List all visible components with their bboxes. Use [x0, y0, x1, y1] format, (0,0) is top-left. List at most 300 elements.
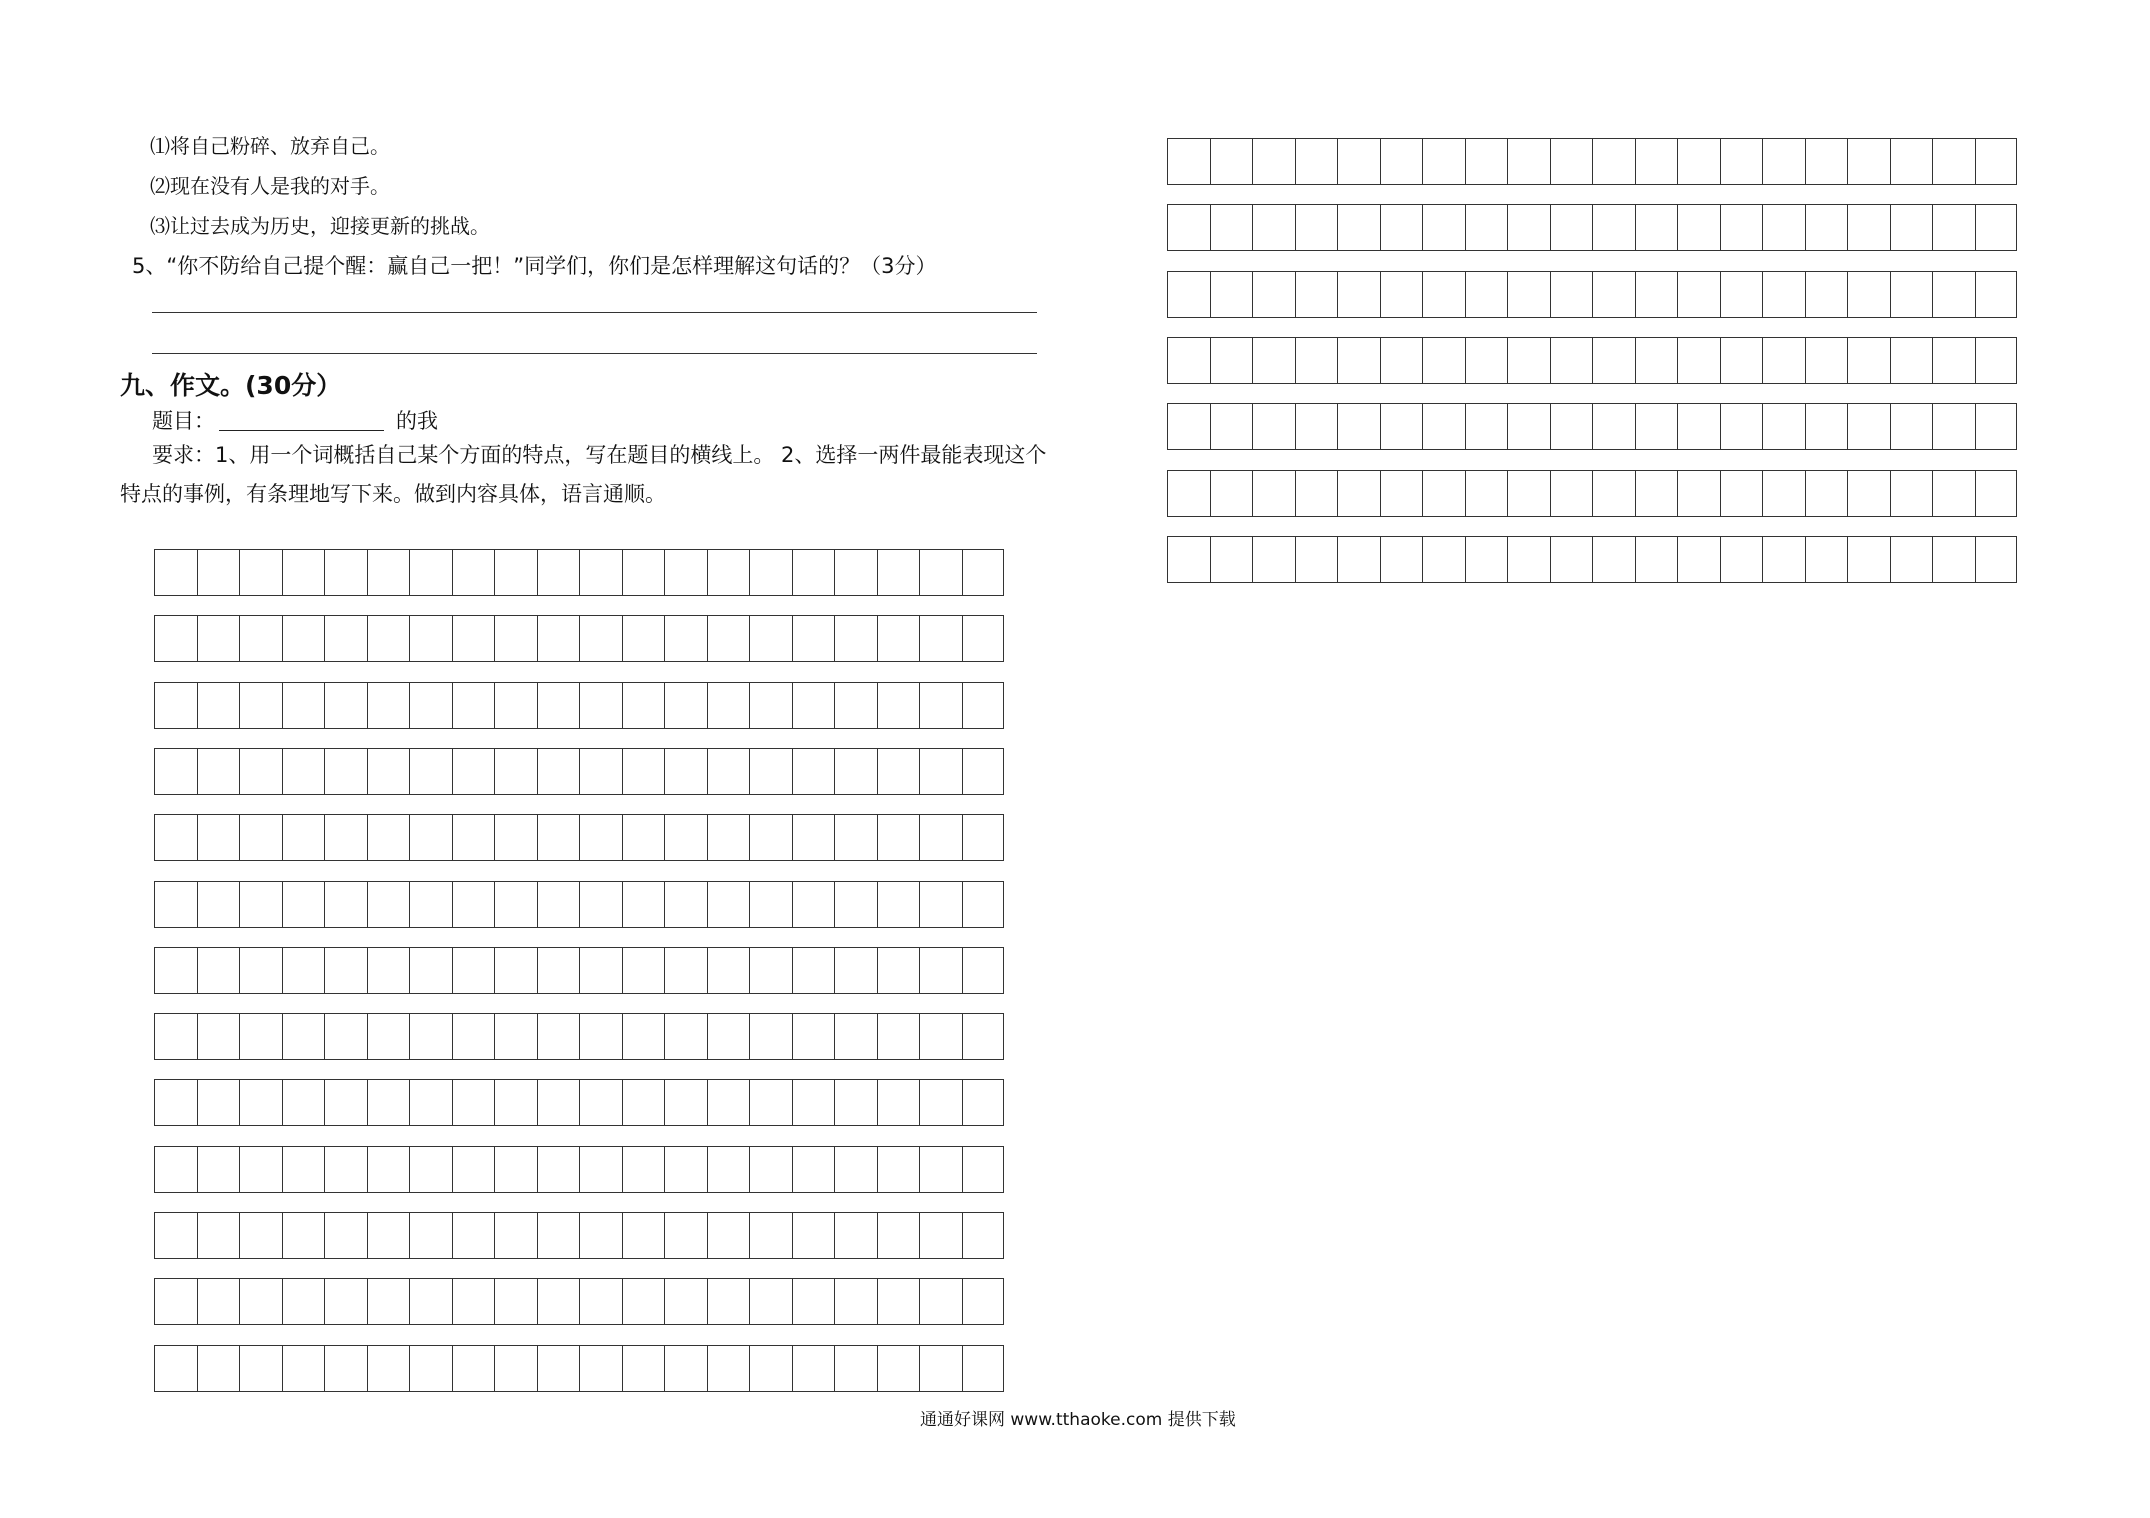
grid-cell[interactable]: [1507, 536, 1550, 583]
grid-cell[interactable]: [494, 615, 537, 662]
grid-cell[interactable]: [622, 1013, 665, 1060]
grid-cell[interactable]: [1422, 536, 1465, 583]
grid-cell[interactable]: [1762, 138, 1805, 185]
grid-cell[interactable]: [919, 1212, 962, 1259]
grid-cell[interactable]: [367, 748, 410, 795]
grid-cell[interactable]: [1422, 204, 1465, 251]
grid-cell[interactable]: [877, 1212, 920, 1259]
grid-cell[interactable]: [1167, 271, 1210, 318]
grid-cell[interactable]: [962, 1278, 1005, 1325]
grid-cell[interactable]: [324, 1212, 367, 1259]
grid-cell[interactable]: [622, 1146, 665, 1193]
grid-cell[interactable]: [367, 549, 410, 596]
grid-cell[interactable]: [962, 1345, 1005, 1392]
grid-cell[interactable]: [1167, 536, 1210, 583]
grid-cell[interactable]: [494, 549, 537, 596]
grid-cell[interactable]: [792, 1079, 835, 1126]
grid-cell[interactable]: [1592, 337, 1635, 384]
grid-cell[interactable]: [877, 881, 920, 928]
grid-cell[interactable]: [1380, 337, 1423, 384]
grid-cell[interactable]: [452, 1079, 495, 1126]
grid-cell[interactable]: [409, 881, 452, 928]
grid-cell[interactable]: [452, 947, 495, 994]
grid-cell[interactable]: [1422, 403, 1465, 450]
grid-cell[interactable]: [579, 682, 622, 729]
grid-cell[interactable]: [1847, 470, 1890, 517]
grid-cell[interactable]: [282, 881, 325, 928]
grid-cell[interactable]: [1720, 204, 1763, 251]
grid-cell[interactable]: [197, 814, 240, 861]
grid-cell[interactable]: [282, 814, 325, 861]
grid-cell[interactable]: [537, 1345, 580, 1392]
grid-cell[interactable]: [1975, 470, 2018, 517]
grid-cell[interactable]: [664, 947, 707, 994]
grid-cell[interactable]: [1337, 138, 1380, 185]
grid-cell[interactable]: [1295, 204, 1338, 251]
grid-cell[interactable]: [962, 748, 1005, 795]
grid-cell[interactable]: [919, 814, 962, 861]
grid-cell[interactable]: [367, 947, 410, 994]
answer-line-2[interactable]: [152, 353, 1037, 354]
grid-cell[interactable]: [239, 1013, 282, 1060]
grid-cell[interactable]: [452, 1278, 495, 1325]
grid-cell[interactable]: [749, 1146, 792, 1193]
grid-cell[interactable]: [877, 549, 920, 596]
grid-cell[interactable]: [1890, 470, 1933, 517]
grid-cell[interactable]: [664, 1212, 707, 1259]
grid-cell[interactable]: [919, 947, 962, 994]
grid-cell[interactable]: [1465, 536, 1508, 583]
grid-cell[interactable]: [494, 881, 537, 928]
grid-cell[interactable]: [324, 1013, 367, 1060]
grid-cell[interactable]: [239, 748, 282, 795]
grid-cell[interactable]: [1337, 536, 1380, 583]
grid-cell[interactable]: [1635, 536, 1678, 583]
grid-cell[interactable]: [1252, 204, 1295, 251]
grid-cell[interactable]: [877, 1079, 920, 1126]
grid-cell[interactable]: [622, 1345, 665, 1392]
grid-cell[interactable]: [1805, 204, 1848, 251]
grid-cell[interactable]: [537, 1013, 580, 1060]
grid-cell[interactable]: [409, 615, 452, 662]
grid-cell[interactable]: [622, 549, 665, 596]
grid-cell[interactable]: [919, 615, 962, 662]
grid-cell[interactable]: [749, 947, 792, 994]
grid-cell[interactable]: [1380, 204, 1423, 251]
grid-cell[interactable]: [579, 1013, 622, 1060]
grid-cell[interactable]: [1167, 204, 1210, 251]
grid-cell[interactable]: [1380, 536, 1423, 583]
grid-cell[interactable]: [877, 1146, 920, 1193]
grid-cell[interactable]: [1252, 470, 1295, 517]
grid-cell[interactable]: [239, 814, 282, 861]
grid-cell[interactable]: [707, 1079, 750, 1126]
grid-cell[interactable]: [1592, 536, 1635, 583]
grid-cell[interactable]: [409, 814, 452, 861]
grid-cell[interactable]: [537, 615, 580, 662]
grid-cell[interactable]: [707, 1212, 750, 1259]
grid-cell[interactable]: [494, 1079, 537, 1126]
grid-cell[interactable]: [1762, 536, 1805, 583]
grid-cell[interactable]: [154, 881, 197, 928]
grid-cell[interactable]: [877, 1345, 920, 1392]
answer-line-1[interactable]: [152, 312, 1037, 313]
grid-cell[interactable]: [409, 1079, 452, 1126]
grid-cell[interactable]: [282, 947, 325, 994]
grid-cell[interactable]: [1847, 204, 1890, 251]
grid-cell[interactable]: [1210, 271, 1253, 318]
grid-cell[interactable]: [1337, 337, 1380, 384]
grid-cell[interactable]: [1762, 271, 1805, 318]
grid-cell[interactable]: [1210, 204, 1253, 251]
grid-cell[interactable]: [1932, 536, 1975, 583]
grid-cell[interactable]: [834, 615, 877, 662]
grid-cell[interactable]: [1847, 138, 1890, 185]
grid-cell[interactable]: [537, 947, 580, 994]
grid-cell[interactable]: [1507, 138, 1550, 185]
grid-cell[interactable]: [537, 881, 580, 928]
grid-cell[interactable]: [409, 947, 452, 994]
grid-cell[interactable]: [1720, 271, 1763, 318]
grid-cell[interactable]: [537, 1146, 580, 1193]
grid-cell[interactable]: [877, 748, 920, 795]
grid-cell[interactable]: [409, 549, 452, 596]
grid-cell[interactable]: [1380, 470, 1423, 517]
grid-cell[interactable]: [622, 682, 665, 729]
grid-cell[interactable]: [1380, 271, 1423, 318]
grid-cell[interactable]: [494, 1212, 537, 1259]
grid-cell[interactable]: [452, 1212, 495, 1259]
grid-cell[interactable]: [622, 615, 665, 662]
grid-cell[interactable]: [792, 881, 835, 928]
grid-cell[interactable]: [197, 748, 240, 795]
grid-cell[interactable]: [1167, 470, 1210, 517]
grid-cell[interactable]: [1592, 271, 1635, 318]
grid-cell[interactable]: [1720, 138, 1763, 185]
grid-cell[interactable]: [494, 947, 537, 994]
grid-cell[interactable]: [962, 1146, 1005, 1193]
grid-cell[interactable]: [834, 748, 877, 795]
grid-cell[interactable]: [792, 1146, 835, 1193]
grid-cell[interactable]: [324, 814, 367, 861]
grid-cell[interactable]: [579, 748, 622, 795]
topic-blank[interactable]: [219, 408, 384, 431]
grid-cell[interactable]: [792, 814, 835, 861]
grid-cell[interactable]: [1975, 204, 2018, 251]
grid-cell[interactable]: [1380, 403, 1423, 450]
grid-cell[interactable]: [962, 881, 1005, 928]
grid-cell[interactable]: [877, 682, 920, 729]
grid-cell[interactable]: [1720, 536, 1763, 583]
grid-cell[interactable]: [494, 814, 537, 861]
grid-cell[interactable]: [197, 549, 240, 596]
grid-cell[interactable]: [622, 881, 665, 928]
grid-cell[interactable]: [1847, 536, 1890, 583]
grid-cell[interactable]: [834, 1146, 877, 1193]
grid-cell[interactable]: [962, 549, 1005, 596]
grid-cell[interactable]: [1465, 138, 1508, 185]
grid-cell[interactable]: [154, 814, 197, 861]
grid-cell[interactable]: [1167, 337, 1210, 384]
grid-cell[interactable]: [1550, 204, 1593, 251]
grid-cell[interactable]: [197, 682, 240, 729]
grid-cell[interactable]: [324, 682, 367, 729]
grid-cell[interactable]: [282, 682, 325, 729]
grid-cell[interactable]: [1210, 536, 1253, 583]
grid-cell[interactable]: [367, 1212, 410, 1259]
grid-cell[interactable]: [707, 748, 750, 795]
grid-cell[interactable]: [494, 1013, 537, 1060]
grid-cell[interactable]: [919, 1278, 962, 1325]
grid-cell[interactable]: [154, 748, 197, 795]
grid-cell[interactable]: [324, 549, 367, 596]
grid-cell[interactable]: [239, 1146, 282, 1193]
grid-cell[interactable]: [834, 1345, 877, 1392]
grid-cell[interactable]: [579, 1278, 622, 1325]
grid-cell[interactable]: [494, 748, 537, 795]
grid-cell[interactable]: [1380, 138, 1423, 185]
grid-cell[interactable]: [1677, 138, 1720, 185]
grid-cell[interactable]: [749, 1345, 792, 1392]
grid-cell[interactable]: [1635, 204, 1678, 251]
grid-cell[interactable]: [1337, 271, 1380, 318]
grid-cell[interactable]: [1465, 271, 1508, 318]
grid-cell[interactable]: [1932, 470, 1975, 517]
grid-cell[interactable]: [1295, 337, 1338, 384]
grid-cell[interactable]: [239, 682, 282, 729]
grid-cell[interactable]: [1507, 470, 1550, 517]
grid-cell[interactable]: [919, 881, 962, 928]
grid-cell[interactable]: [1720, 337, 1763, 384]
grid-cell[interactable]: [707, 1345, 750, 1392]
grid-cell[interactable]: [792, 1345, 835, 1392]
grid-cell[interactable]: [919, 1013, 962, 1060]
grid-cell[interactable]: [1635, 271, 1678, 318]
grid-cell[interactable]: [154, 1079, 197, 1126]
grid-cell[interactable]: [1507, 337, 1550, 384]
grid-cell[interactable]: [239, 549, 282, 596]
grid-cell[interactable]: [367, 682, 410, 729]
grid-cell[interactable]: [877, 1013, 920, 1060]
grid-cell[interactable]: [579, 1079, 622, 1126]
grid-cell[interactable]: [1592, 204, 1635, 251]
grid-cell[interactable]: [537, 1278, 580, 1325]
grid-cell[interactable]: [834, 1013, 877, 1060]
grid-cell[interactable]: [1975, 536, 2018, 583]
grid-cell[interactable]: [1295, 470, 1338, 517]
grid-cell[interactable]: [1550, 470, 1593, 517]
grid-cell[interactable]: [239, 881, 282, 928]
grid-cell[interactable]: [154, 1013, 197, 1060]
grid-cell[interactable]: [367, 1345, 410, 1392]
grid-cell[interactable]: [792, 1212, 835, 1259]
grid-cell[interactable]: [1720, 403, 1763, 450]
grid-cell[interactable]: [1847, 337, 1890, 384]
grid-cell[interactable]: [749, 814, 792, 861]
grid-cell[interactable]: [1252, 536, 1295, 583]
grid-cell[interactable]: [962, 814, 1005, 861]
grid-cell[interactable]: [154, 1278, 197, 1325]
grid-cell[interactable]: [622, 1212, 665, 1259]
grid-cell[interactable]: [367, 1146, 410, 1193]
grid-cell[interactable]: [792, 1278, 835, 1325]
grid-cell[interactable]: [1550, 337, 1593, 384]
grid-cell[interactable]: [1295, 271, 1338, 318]
grid-cell[interactable]: [1805, 337, 1848, 384]
grid-cell[interactable]: [197, 1079, 240, 1126]
grid-cell[interactable]: [622, 748, 665, 795]
grid-cell[interactable]: [537, 682, 580, 729]
grid-cell[interactable]: [664, 615, 707, 662]
grid-cell[interactable]: [1550, 536, 1593, 583]
grid-cell[interactable]: [154, 1212, 197, 1259]
grid-cell[interactable]: [834, 549, 877, 596]
grid-cell[interactable]: [1677, 337, 1720, 384]
grid-cell[interactable]: [154, 549, 197, 596]
grid-cell[interactable]: [664, 814, 707, 861]
grid-cell[interactable]: [707, 881, 750, 928]
grid-cell[interactable]: [622, 1278, 665, 1325]
grid-cell[interactable]: [834, 1212, 877, 1259]
grid-cell[interactable]: [154, 615, 197, 662]
grid-cell[interactable]: [749, 1013, 792, 1060]
grid-cell[interactable]: [1465, 470, 1508, 517]
grid-cell[interactable]: [1592, 138, 1635, 185]
grid-cell[interactable]: [1762, 403, 1805, 450]
grid-cell[interactable]: [324, 1146, 367, 1193]
grid-cell[interactable]: [239, 947, 282, 994]
grid-cell[interactable]: [962, 615, 1005, 662]
grid-cell[interactable]: [494, 682, 537, 729]
grid-cell[interactable]: [452, 748, 495, 795]
grid-cell[interactable]: [282, 1079, 325, 1126]
grid-cell[interactable]: [282, 748, 325, 795]
grid-cell[interactable]: [1210, 470, 1253, 517]
grid-cell[interactable]: [749, 1278, 792, 1325]
grid-cell[interactable]: [749, 1079, 792, 1126]
grid-cell[interactable]: [707, 1146, 750, 1193]
grid-cell[interactable]: [707, 814, 750, 861]
grid-cell[interactable]: [367, 615, 410, 662]
grid-cell[interactable]: [537, 1079, 580, 1126]
grid-cell[interactable]: [239, 1212, 282, 1259]
grid-cell[interactable]: [707, 615, 750, 662]
grid-cell[interactable]: [1890, 204, 1933, 251]
grid-cell[interactable]: [239, 1278, 282, 1325]
grid-cell[interactable]: [707, 549, 750, 596]
grid-cell[interactable]: [367, 1278, 410, 1325]
grid-cell[interactable]: [792, 682, 835, 729]
grid-cell[interactable]: [877, 947, 920, 994]
grid-cell[interactable]: [1677, 470, 1720, 517]
grid-cell[interactable]: [919, 1146, 962, 1193]
grid-cell[interactable]: [1890, 337, 1933, 384]
grid-cell[interactable]: [579, 881, 622, 928]
grid-cell[interactable]: [197, 1212, 240, 1259]
grid-cell[interactable]: [707, 947, 750, 994]
grid-cell[interactable]: [197, 947, 240, 994]
grid-cell[interactable]: [1932, 337, 1975, 384]
grid-cell[interactable]: [409, 748, 452, 795]
grid-cell[interactable]: [1847, 403, 1890, 450]
grid-cell[interactable]: [579, 549, 622, 596]
grid-cell[interactable]: [792, 549, 835, 596]
grid-cell[interactable]: [367, 881, 410, 928]
grid-cell[interactable]: [409, 1278, 452, 1325]
grid-cell[interactable]: [1805, 271, 1848, 318]
grid-cell[interactable]: [1635, 403, 1678, 450]
grid-cell[interactable]: [1635, 138, 1678, 185]
grid-cell[interactable]: [324, 1079, 367, 1126]
grid-cell[interactable]: [579, 947, 622, 994]
grid-cell[interactable]: [579, 615, 622, 662]
grid-cell[interactable]: [707, 682, 750, 729]
grid-cell[interactable]: [1167, 403, 1210, 450]
grid-cell[interactable]: [1847, 271, 1890, 318]
grid-cell[interactable]: [1677, 271, 1720, 318]
grid-cell[interactable]: [622, 814, 665, 861]
grid-cell[interactable]: [1337, 204, 1380, 251]
grid-cell[interactable]: [664, 682, 707, 729]
grid-cell[interactable]: [1550, 138, 1593, 185]
grid-cell[interactable]: [664, 748, 707, 795]
grid-cell[interactable]: [877, 1278, 920, 1325]
grid-cell[interactable]: [664, 1079, 707, 1126]
grid-cell[interactable]: [1507, 204, 1550, 251]
grid-cell[interactable]: [1890, 138, 1933, 185]
grid-cell[interactable]: [1677, 403, 1720, 450]
grid-cell[interactable]: [197, 1146, 240, 1193]
grid-cell[interactable]: [1805, 403, 1848, 450]
grid-cell[interactable]: [1720, 470, 1763, 517]
grid-cell[interactable]: [579, 1345, 622, 1392]
grid-cell[interactable]: [537, 748, 580, 795]
grid-cell[interactable]: [239, 615, 282, 662]
grid-cell[interactable]: [239, 1345, 282, 1392]
grid-cell[interactable]: [1465, 337, 1508, 384]
grid-cell[interactable]: [664, 549, 707, 596]
grid-cell[interactable]: [962, 1212, 1005, 1259]
grid-cell[interactable]: [1635, 470, 1678, 517]
grid-cell[interactable]: [197, 1278, 240, 1325]
grid-cell[interactable]: [452, 682, 495, 729]
grid-cell[interactable]: [579, 1212, 622, 1259]
grid-cell[interactable]: [1295, 138, 1338, 185]
grid-cell[interactable]: [409, 682, 452, 729]
grid-cell[interactable]: [1337, 403, 1380, 450]
grid-cell[interactable]: [1805, 470, 1848, 517]
grid-cell[interactable]: [1252, 337, 1295, 384]
grid-cell[interactable]: [919, 549, 962, 596]
grid-cell[interactable]: [1167, 138, 1210, 185]
grid-cell[interactable]: [282, 615, 325, 662]
grid-cell[interactable]: [1677, 204, 1720, 251]
grid-cell[interactable]: [877, 615, 920, 662]
grid-cell[interactable]: [452, 549, 495, 596]
grid-cell[interactable]: [452, 881, 495, 928]
grid-cell[interactable]: [834, 881, 877, 928]
grid-cell[interactable]: [1890, 271, 1933, 318]
grid-cell[interactable]: [197, 881, 240, 928]
grid-cell[interactable]: [579, 1146, 622, 1193]
grid-cell[interactable]: [452, 814, 495, 861]
grid-cell[interactable]: [962, 1013, 1005, 1060]
grid-cell[interactable]: [664, 1013, 707, 1060]
grid-cell[interactable]: [877, 814, 920, 861]
grid-cell[interactable]: [1422, 337, 1465, 384]
grid-cell[interactable]: [282, 1278, 325, 1325]
grid-cell[interactable]: [494, 1146, 537, 1193]
